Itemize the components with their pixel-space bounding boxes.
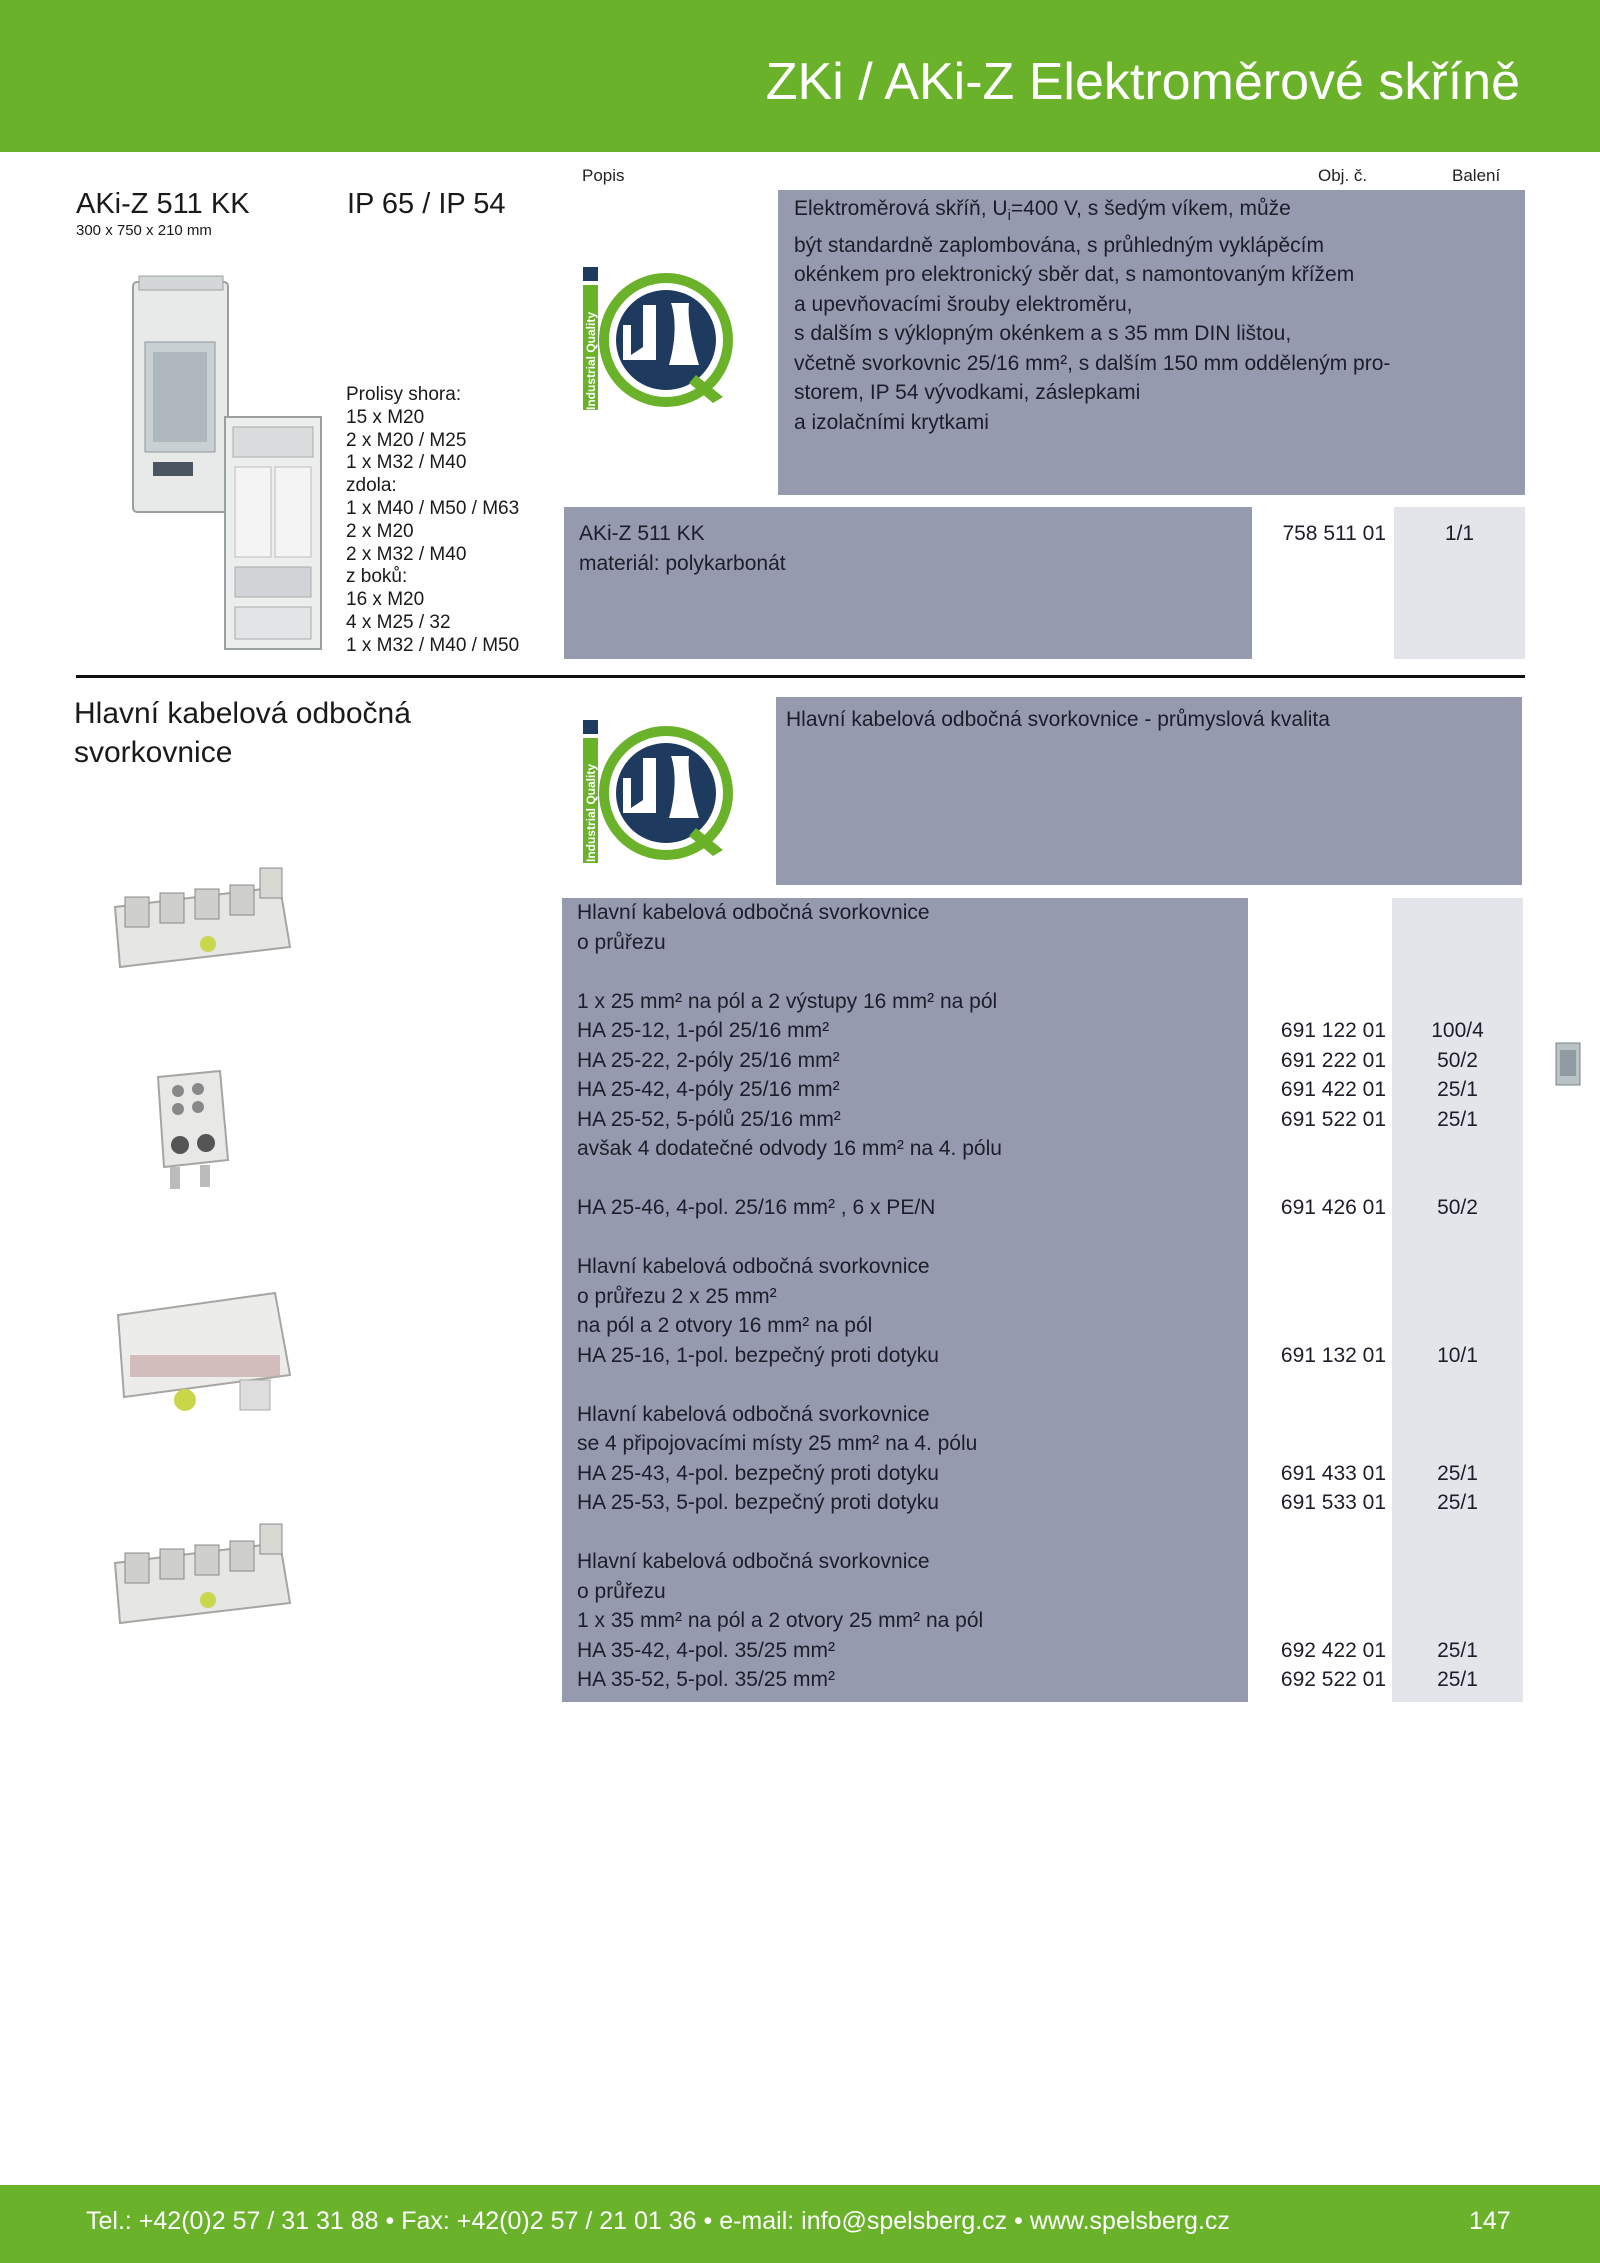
column-header-baleni: Balení (1452, 166, 1501, 185)
side-thumbnail-image (1553, 1040, 1583, 1088)
items-baleni-panel (1392, 898, 1523, 1702)
column-header-popis: Popis (582, 166, 625, 185)
baleni-panel (1394, 507, 1525, 659)
terminal-block-image-1 (110, 862, 295, 972)
section-title: Hlavní kabelová odbočná svorkovnice (74, 697, 411, 769)
industrial-quality-logo-icon-2 (581, 718, 741, 868)
knockouts-list: Prolisy shora: 15 x M20 2 x M20 / M25 1 x M32 / M40 zdola: 1 x M40 / M50 / M63 2 x M20 2 x M32 / M40 z boků: 16 x M20 4 x M25 / 32 1 x M32 / M40 / M50 (346, 384, 520, 656)
page-header (0, 0, 1600, 152)
section-divider (76, 675, 1525, 678)
description-text: Elektroměrová skříň, $U_i=400$ V, s šedým víkem, může být standardně zaplombována, s průhledným vyklápěcím okénkem pro elektronický sběr dat, s namontovaným křížem a upevňovacími šrouby elektroměru, s dalším s výklopným okénkem a s 35 mm DIN lištou, včetně svorkovnic 25/16 mm², s dalším 150 mm odděleným pro- storem, IP 54 vývodkami, záslepkami a izolačními krytkami (794, 197, 1391, 434)
ip-rating: IP 65 / IP 54 (347, 188, 506, 220)
items-panel (562, 898, 1248, 1702)
terminal-block-image-4 (110, 1518, 295, 1628)
footer-contact: Tel.: +42(0)2 57 / 31 31 88 • Fax: +42(0)2 57 / 21 01 36 • e-mail: info@spelsberg.cz • www.spelsberg.cz (86, 2207, 1230, 2235)
logo-label: Industrial Quality (584, 311, 598, 410)
items-text: Hlavní kabelová odbočná svorkovnice o průřezu 1 x 25 mm² na pól a 2 výstupy 16 mm² na pól HA 25-12, 1-pól 25/16 mm² HA 25-22, 2-póly 25/16 mm² HA 25-42, 4-póly 25/16 mm² HA 25-52, 5-pólů 25/16 mm² avšak 4 dodatečné odvody 16 mm² na 4. pólu HA 25-46, 4-pol. 25/16 mm² , 6 x PE/N Hlavní kabelová odbočná svorkovnice o průřezu 2 x 25 mm² na pól a 2 otvory 16 mm² na pól HA 25-16, 1-pol. bezpečný proti dotyku Hlavní kabelová odbočná svorkovnice se 4 připojovacími místy 25 mm² na 4. pólu HA 25-43, 4-pol. bezpečný proti dotyku HA 25-53, 5-pol. bezpečný proti dotyku Hlavní kabelová odbočná svorkovnice o průřezu 1 x 35 mm² na pól a 2 otvory 25 mm² na pól HA 35-42, 4-pol. 35/25 mm² HA 35-52, 5-pol. 35/25 mm² (577, 901, 1002, 1691)
section-description-panel (776, 697, 1522, 885)
terminal-block-image-3 (110, 1285, 295, 1425)
items-packaging: 100/4 50/2 25/1 25/1 50/2 10/1 25/1 25/1 25/1 25/1 (1431, 1019, 1484, 1691)
column-header-obj: Obj. č. (1318, 166, 1368, 185)
item-packaging: 1/1 (1444, 522, 1475, 545)
meter-cabinet-image (125, 272, 330, 657)
section-description: Hlavní kabelová odbočná svorkovnice - průmyslová kvalita (786, 708, 1330, 731)
industrial-quality-logo-icon (581, 265, 741, 415)
page-title: ZKi / AKi-Z Elektroměrové skříně (765, 53, 1520, 111)
description-panel (778, 190, 1525, 495)
terminal-block-image-2 (150, 1065, 235, 1195)
item-text: AKi-Z 511 KK materiál: polykarbonát (579, 522, 786, 575)
product-dimensions: 300 x 750 x 210 mm (76, 222, 212, 239)
item-row-panel (564, 507, 1252, 659)
item-order-number: 758 511 01 (1282, 522, 1386, 545)
logo-label-2: Industrial Quality (584, 763, 598, 862)
product-name: AKi-Z 511 KK (76, 188, 250, 220)
page-number: 147 (1469, 2207, 1511, 2235)
page-footer (0, 2185, 1600, 2263)
items-order-numbers: 691 122 01 691 222 01 691 422 01 691 522 01 691 426 01 691 132 01 691 433 01 691 533 01 692 422 01 692 522 01 (1280, 1019, 1386, 1691)
